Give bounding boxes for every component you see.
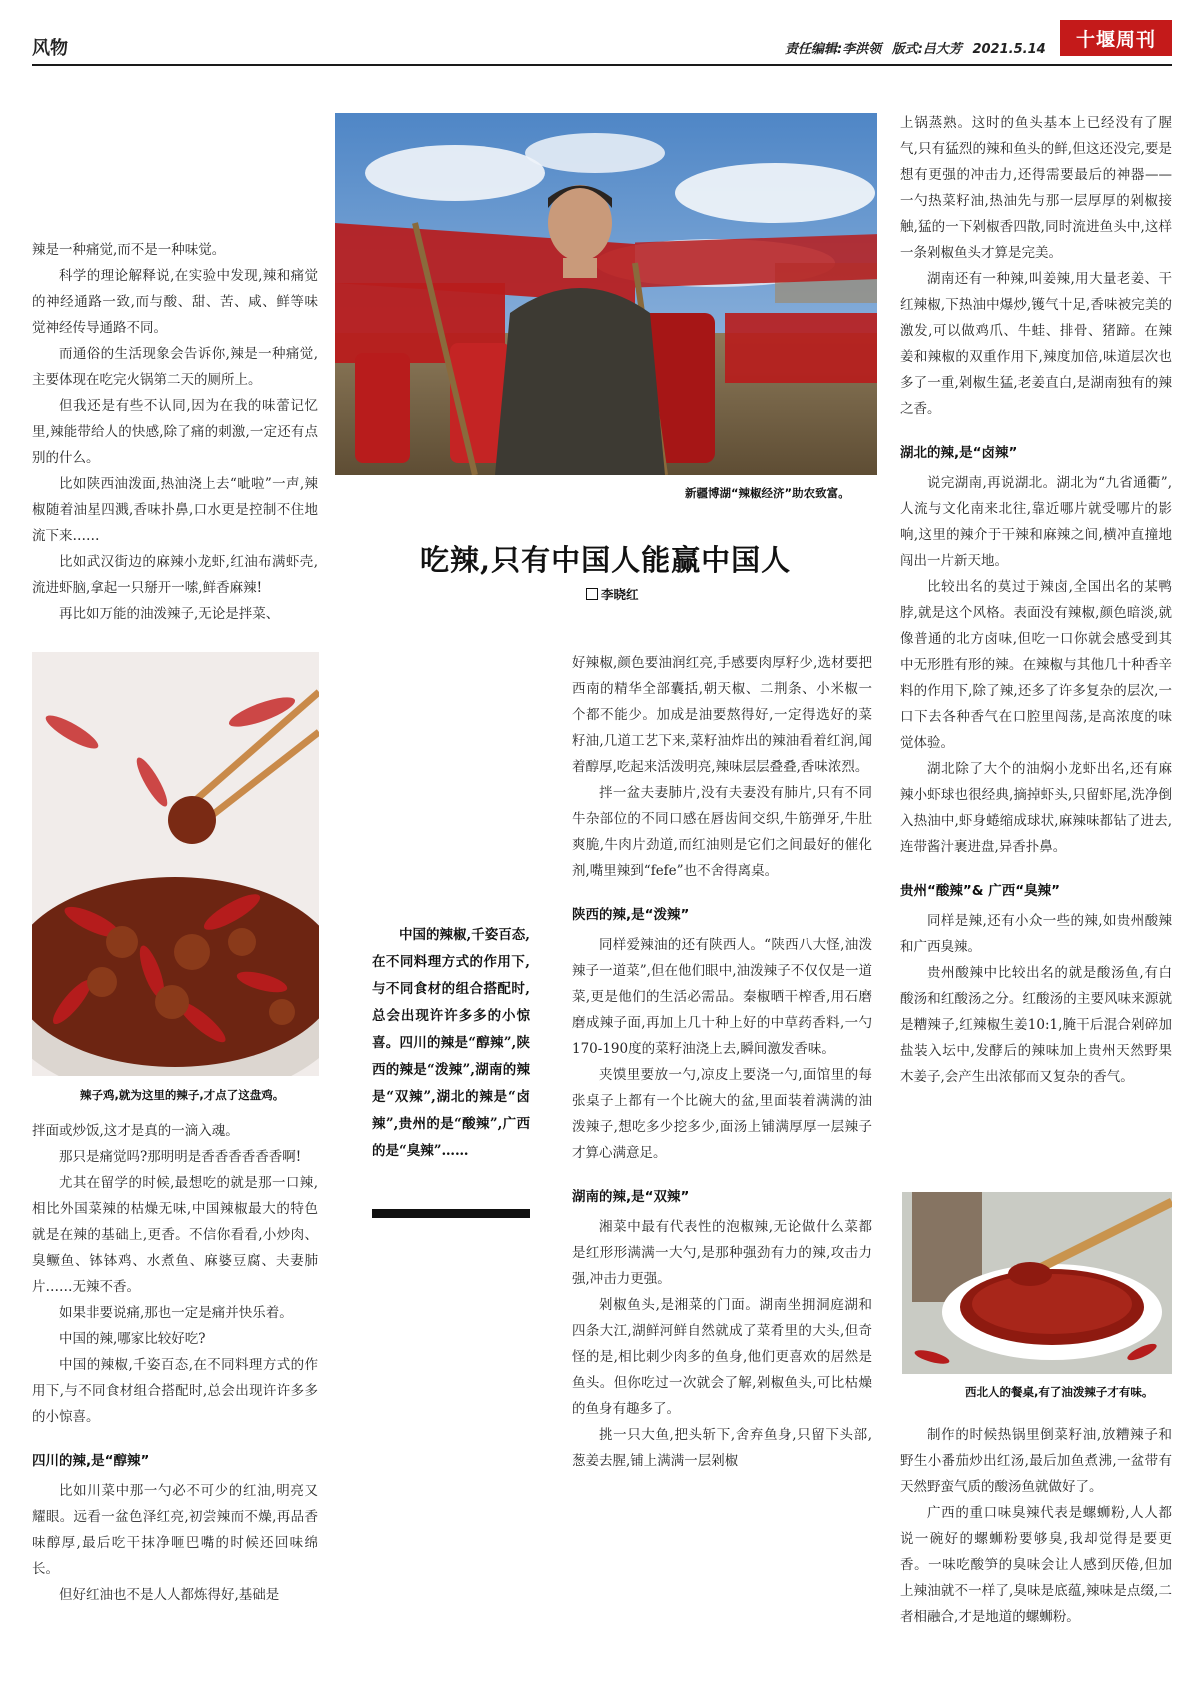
- body-paragraph: 剁椒鱼头,是湘菜的门面。湖南坐拥洞庭湖和四条大江,湖鲜河鲜自然就成了菜肴里的大头,但奇怪的是,相比刺少肉多的鱼身,他们更喜欢的居然是鱼头。但你吃过一次就会了解,剁椒鱼头,可比枯燥的鱼身有趣多了。: [572, 1297, 872, 1417]
- body-paragraph: 那只是痛觉吗?那明明是香香香香香香啊!: [59, 1149, 302, 1165]
- body-paragraph: 如果非要说痛,那也一定是痛并快乐着。: [59, 1305, 293, 1321]
- section-heading: 湖南的辣,是“双辣”: [572, 1189, 690, 1205]
- chili-drying-illustration: [335, 113, 877, 475]
- body-paragraph: 贵州酸辣中比较出名的就是酸汤鱼,有白酸汤和红酸汤之分。红酸汤的主要风味来源就是糟辣子,红辣椒生姜10:1,腌干后混合剁碎加盐装入坛中,发酵后的辣味加上贵州天然野果木姜子,会产生出浓郁而又复杂的香气。: [900, 965, 1172, 1085]
- pull-quote-bar: [372, 1209, 530, 1218]
- body-paragraph: 比如川菜中那一勺必不可少的红油,明亮又耀眼。远看一盆色泽红亮,初尝辣而不燥,再品香味醇厚,最后吃干抹净咂巴嘴的时候还回味绵长。: [32, 1483, 318, 1577]
- article-title: 吃辣,只有中国人能赢中国人: [420, 543, 792, 577]
- column-1-top: [32, 237, 318, 627]
- body-paragraph: 再比如万能的油泼辣子,无论是拌菜、: [59, 606, 280, 622]
- body-paragraph: 中国的辣,哪家比较好吃?: [59, 1331, 206, 1347]
- body-paragraph: 而通俗的生活现象会告诉你,辣是一种痛觉,主要体现在吃完火锅第二天的厕所上。: [32, 346, 318, 388]
- column-4-top: [900, 110, 1172, 1090]
- photo-chili-oil: [902, 1192, 1172, 1374]
- issue-date: 2021.5.14: [972, 42, 1046, 57]
- chili-oil-illustration: [902, 1192, 1172, 1374]
- column-4-bottom: [900, 1422, 1172, 1630]
- photo-caption-left: 辣子鸡,就为这里的辣子,才点了这盘鸡。: [80, 1088, 285, 1102]
- body-paragraph: 挑一只大鱼,把头斩下,舍弃鱼身,只留下头部,葱姜去腥,铺上满满一层剁椒: [572, 1427, 872, 1469]
- pull-quote-text: 中国的辣椒,千姿百态,在不同料理方式的作用下,与不同食材的组合搭配时,总会出现许许多多的小惊喜。四川的辣是“醇辣”,陕西的辣是“泼辣”,湖南的辣是“双辣”,湖北的辣是“卤辣”,贵州的是“酸辣”,广西的是“臭辣”……: [372, 927, 530, 1159]
- body-paragraph: 广西的重口味臭辣代表是螺蛳粉,人人都说一碗好的螺蛳粉要够臭,我却觉得是要更香。一味吃酸笋的臭味会让人感到厌倦,但加上辣油就不一样了,臭味是底蕴,辣味是点缀,二者相融合,才是地道的螺蛳粉。: [900, 1505, 1172, 1625]
- body-paragraph: 比如陕西油泼面,热油浇上去“呲啦”一声,辣椒随着油星四溅,香味扑鼻,口水更是控制不住地流下来……: [32, 476, 318, 544]
- body-paragraph: 夹馍里要放一勺,凉皮上要浇一勺,面馆里的每张桌子上都有一个比碗大的盆,里面装着满满的油泼辣子,想吃多少挖多少,面汤上铺满厚厚一层辣子才算心满意足。: [572, 1067, 872, 1161]
- section-heading: 陕西的辣,是“泼辣”: [572, 907, 690, 923]
- body-paragraph: 制作的时候热锅里倒菜籽油,放糟辣子和野生小番茄炒出红汤,最后加鱼煮沸,一盆带有天然野蛮气质的酸汤鱼就做好了。: [900, 1427, 1172, 1495]
- photo-lazi-chicken: [32, 652, 319, 1076]
- body-paragraph: 同样是辣,还有小众一些的辣,如贵州酸辣和广西臭辣。: [900, 913, 1172, 955]
- photo-caption-top: 新疆博湖“辣椒经济”助农致富。: [685, 486, 850, 500]
- body-paragraph: 尤其在留学的时候,最想吃的就是那一口辣,相比外国菜辣的枯燥无味,中国辣椒最大的特色就是在辣的基础上,更香。不信你看看,小炒肉、臭鳜鱼、钵钵鸡、水煮鱼、麻婆豆腐、夫妻肺片……无辣不香。: [32, 1175, 318, 1295]
- section-label: 风物: [32, 38, 68, 59]
- layout-credit: 版式:吕大芳: [891, 42, 962, 57]
- body-paragraph: 中国的辣椒,千姿百态,在不同料理方式的作用下,与不同食材组合搭配时,总会出现许许多多的小惊喜。: [32, 1357, 318, 1425]
- body-paragraph: 同样爱辣油的还有陕西人。“陕西八大怪,油泼辣子一道菜”,但在他们眼中,油泼辣子不仅仅是一道菜,更是他们的生活必需品。秦椒晒干榨香,用石磨磨成辣子面,再加上几十种上好的中草药香料,一勺170-190度的菜籽油浇上去,瞬间激发香味。: [572, 937, 872, 1057]
- photo-caption-right: 西北人的餐桌,有了油泼辣子才有味。: [965, 1385, 1154, 1399]
- body-paragraph: 比如武汉街边的麻辣小龙虾,红油布满虾壳,流进虾脑,拿起一只掰开一嗦,鲜香麻辣!: [32, 554, 318, 596]
- column-1-bottom: [32, 1118, 318, 1608]
- photo-chili-drying: [335, 113, 877, 475]
- body-paragraph: 拌面或炒饭,这才是真的一滴入魂。: [32, 1123, 239, 1139]
- body-paragraph: 湘菜中最有代表性的泡椒辣,无论做什么菜都是红形形满满一大勺,是那种强劲有力的辣,攻击力强,冲击力更强。: [572, 1219, 872, 1287]
- body-paragraph: 科学的理论解释说,在实验中发现,辣和痛觉的神经通路一致,而与酸、甜、苦、咸、鲜等味觉神经传导通路不同。: [32, 268, 318, 336]
- pull-quote: [372, 922, 530, 1165]
- body-paragraph: 但好红油也不是人人都炼得好,基础是: [59, 1587, 280, 1603]
- article-byline: [586, 585, 639, 603]
- lazi-chicken-illustration: [32, 652, 319, 1076]
- byline-box-icon: [586, 588, 598, 600]
- column-3: [572, 650, 872, 1474]
- masthead-logo: 十堰周刊: [1060, 20, 1172, 56]
- body-paragraph: 湖北除了大个的油焖小龙虾出名,还有麻辣小虾球也很经典,摘掉虾头,只留虾尾,洗净倒入热油中,虾身蜷缩成球状,麻辣味都钻了进去,连带酱汁裹进盘,异香扑鼻。: [900, 761, 1172, 855]
- body-paragraph: 辣是一种痛觉,而不是一种味觉。: [32, 242, 226, 258]
- author-name: 李晓红: [601, 587, 639, 602]
- body-paragraph: 比较出名的莫过于辣卤,全国出名的某鸭脖,就是这个风格。表面没有辣椒,颜色暗淡,就像普通的北方卤味,但吃一口你就会感受到其中无形胜有形的辣。在辣椒与其他几十种香辛料的作用下,除了辣,还多了许多复杂的层次,一口下去各种香气在口腔里闯荡,是高浓度的味觉体验。: [900, 579, 1172, 751]
- section-heading: 四川的辣,是“醇辣”: [32, 1453, 150, 1469]
- body-paragraph: 说完湖南,再说湖北。湖北为“九省通衢”,人流与文化南来北往,靠近哪片就受哪片的影响,这里的辣介于干辣和麻辣之间,横冲直撞地闯出一片新天地。: [900, 475, 1172, 569]
- header-rule: [32, 64, 1172, 66]
- editorial-credits: [785, 38, 1052, 57]
- body-paragraph: 湖南还有一种辣,叫姜辣,用大量老姜、干红辣椒,下热油中爆炒,镬气十足,香味被完美的激发,可以做鸡爪、牛蛙、排骨、猪蹄。在辣姜和辣椒的双重作用下,辣度加倍,味道层次也多了一重,剁椒生猛,老姜直白,是湖南独有的辣之香。: [900, 271, 1172, 417]
- editor-credit: 责任编辑:李洪领: [785, 42, 882, 57]
- body-paragraph: 好辣椒,颜色要油润红亮,手感要肉厚籽少,选材要把西南的精华全部囊括,朝天椒、二荆条、小米椒一个都不能少。加成是油要熬得好,一定得选好的菜籽油,几道工艺下来,菜籽油炸出的辣油看着红润,闻着醇厚,吃起来活泼明亮,辣味层层叠叠,香味浓烈。: [572, 655, 872, 775]
- section-heading: 贵州“酸辣”& 广西“臭辣”: [900, 883, 1060, 899]
- section-heading: 湖北的辣,是“卤辣”: [900, 445, 1018, 461]
- body-paragraph: 拌一盆夫妻肺片,没有夫妻没有肺片,只有不同牛杂部位的不同口感在唇齿间交织,牛筋弹牙,牛肚爽脆,牛肉片劲道,而红油则是它们之间最好的催化剂,嘴里辣到“fefe”也不舍得离桌。: [572, 785, 872, 879]
- body-paragraph: 上锅蒸熟。这时的鱼头基本上已经没有了腥气,只有猛烈的辣和鱼头的鲜,但这还没完,要是想有更强的冲击力,还得需要最后的神器——一勺热菜籽油,热油先与那一层厚厚的剁椒接触,猛的一下剁椒香四散,同时流进鱼头中,这样一条剁椒鱼头才算是完美。: [900, 115, 1172, 261]
- body-paragraph: 但我还是有些不认同,因为在我的味蕾记忆里,辣能带给人的快感,除了痛的刺激,一定还有点别的什么。: [32, 398, 318, 466]
